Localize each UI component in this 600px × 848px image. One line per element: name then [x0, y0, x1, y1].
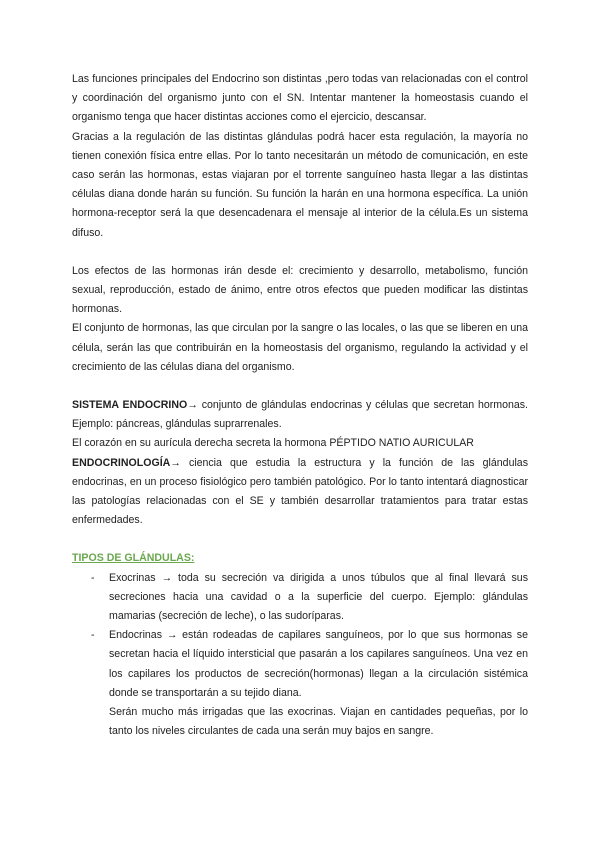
effects-paragraph-1: Los efectos de las hormonas irán desde el: crecimiento y desarrollo, metabolismo, función sexual, reproducción, estado de ánimo, entre otros efectos que pueden modificar las distintas hormonas.	[72, 264, 528, 316]
corazon-paragraph: El corazón en su aurícula derecha secreta la hormona PÉPTIDO NATIO AURICULAR	[72, 437, 474, 450]
endocrinas-text: Endocrinas → están rodeadas de capilares sanguíneos, por lo que sus hormonas se secretan hacia el líquido intersticial que pasarán a los capilares sanguíneos. Una vez en los capilares los productos de secreción(hormonas) llegan a la circulación sistémica donde se transportarán a su tejido diana.	[109, 629, 528, 699]
irrigadas-paragraph: Serán mucho más irrigadas que las exocrinas. Viajan en cantidades pequeñas, por lo tanto los niveles circulantes de cada una serán muy bajos en sangre.	[109, 706, 528, 738]
sistema-endocrino-text: → conjunto de glándulas endocrinas y células que secretan hormonas. Ejemplo: páncreas, glándulas suprarrenales.	[72, 399, 528, 431]
bullet-dash: -	[91, 571, 95, 584]
bullet-dash: -	[91, 629, 95, 642]
tipos-heading: TIPOS DE GLÁNDULAS:	[72, 552, 195, 565]
effects-paragraph-2: El conjunto de hormonas, las que circulan por la sangre o las locales, o las que se liberen en una célula, serán las que contribuirán en la homeostasis del organismo, regulando la actividad y el crecimiento de las células diana del organismo.	[72, 322, 528, 373]
sistema-endocrino-term: SISTEMA ENDOCRINO	[72, 399, 188, 412]
document-body	[72, 70, 528, 742]
endocrinologia-term: ENDOCRINOLOGÍA	[72, 456, 171, 469]
glands-list	[72, 569, 528, 703]
spacer	[72, 377, 528, 396]
list-item-exocrinas	[72, 569, 528, 627]
endocrinologia-definition	[72, 454, 528, 531]
sistema-endocrino-definition	[72, 396, 528, 434]
exocrinas-text: Exocrinas → toda su secreción va dirigida a unos túbulos que al final llevará sus secreciones hacia una cavidad o a la superficie del cuerpo. Ejemplo: glándulas mamarias (secreción de leche), o las sudoríparas.	[109, 571, 528, 623]
endocrinologia-text: → ciencia que estudia la estructura y la función de las glándulas endocrinas, en un proceso fisiológico pero también patológico. Por lo tanto intentará diagnosticar las patologías relacionadas con el SE y también desarrollar tratamientos para tratar estas enfermedades.	[72, 456, 528, 527]
spacer	[72, 530, 528, 549]
intro-paragraph-1: Las funciones principales del Endocrino son distintas ,pero todas van relacionadas con el control y coordinación del organismo junto con el SN. Intentar mantener la homeostasis cuando el organismo tenga que hacer distintas acciones como el ejercicio, descansar.	[72, 73, 528, 124]
spacer	[72, 243, 528, 262]
list-item-endocrinas	[72, 626, 528, 703]
intro-paragraph-2: Gracias a la regulación de las distintas glándulas podrá hacer esta regulación, la mayoría no tienen conexión física entre ellas. Por lo tanto necesitarán un método de comunicación, en este caso serán las hormonas, estas viajaran por el torrente sanguíneo hasta llegar a las distintas células diana donde harán su función. Su función la harán en una hormona específica. La unión hormona-receptor será la que desencadenara el mensaje al interior de la célula.Es un sistema difuso.	[72, 130, 528, 239]
